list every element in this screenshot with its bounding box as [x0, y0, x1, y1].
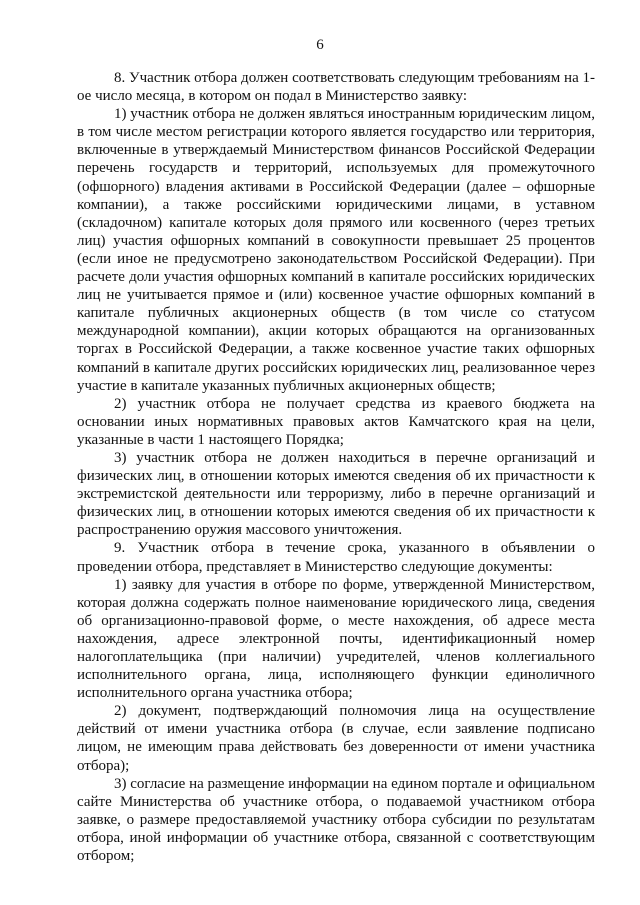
paragraph-requirement-3: 3) участник отбора не должен находиться в перечне организаций и физических лиц, в отношении которых имеются сведения об их причастности к экстремистской деятельности или терроризму, либо в перечне организаций и физических лиц, в отношении которых имеются сведения об их причастности к распространению оружия массового уничтожения. — [77, 449, 595, 539]
paragraph-requirements-intro: 8. Участник отбора должен соответствовать следующим требованиям на 1-ое число месяца, в котором он подал в Министерство заявку: — [77, 70, 595, 105]
paragraph-document-1: 1) заявку для участия в отборе по форме, утвержденной Министерством, которая должна содержать полное наименование юридического лица, сведения об организационно-правовой форме, о месте нахождения, об адресе места нахождения, адресе электронной почты, идентификационный номер налогоплательщика (при наличии) учредителей, членов коллегиального исполнительного органа, лица, исполняющего функции единоличного исполнительного органа участника отбора; — [77, 576, 595, 702]
paragraph-documents-intro: 9. Участник отбора в течение срока, указанного в объявлении о проведении отбора, представляет в Министерство следующие документы: — [77, 540, 595, 575]
document-body — [77, 69, 595, 865]
paragraph-document-3: 3) согласие на размещение информации на едином портале и официальном сайте Министерства об участнике отбора, о подаваемой участником отбора заявке, о размере предоставляемой участнику отбора субсидии по результатам отбора, иной информации об участнике отбора, связанной с соответствующим отбором; — [77, 775, 595, 865]
paragraph-requirement-1: 1) участник отбора не должен являться иностранным юридическим лицом, в том числе местом регистрации которого является государство или территория, включенные в утверждаемый Министерством финансов Российской Федерации перечень государств и территорий, используемых для промежуточного (офшорного) владения активами в Российской Федерации (далее – офшорные компании), а также российскими юридическими лицами, в уставном (складочном) капитале которых доля прямого или косвенного (через третьих лиц) участия офшорных компаний в совокупности превышает 25 процентов (если иное не предусмотрено законодательством Российской Федерации). При расчете доли участия офшорных компаний в капитале российских юридических лиц не учитывается прямое и (или) косвенное участие офшорных компаний в капитале публичных акционерных обществ (в том числе со статусом международной компании), акции которых обращаются на организованных торгах в Российской Федерации, а также косвенное участие таких офшорных компаний в капитале других российских юридических лиц, реализованное через участие в капитале указанных публичных акционерных обществ; — [77, 106, 595, 394]
paragraph-document-2: 2) документ, подтверждающий полномочия лица на осуществление действий от имени участника отбора (в случае, если заявление подписано лицом, не имеющим права действовать без доверенности от имени участника отбора); — [77, 703, 595, 774]
page-number: 6 — [316, 37, 324, 53]
paragraph-requirement-2: 2) участник отбора не получает средства из краевого бюджета на основании иных нормативных правовых актов Камчатского края на цели, указанные в части 1 настоящего Порядка; — [77, 395, 595, 448]
